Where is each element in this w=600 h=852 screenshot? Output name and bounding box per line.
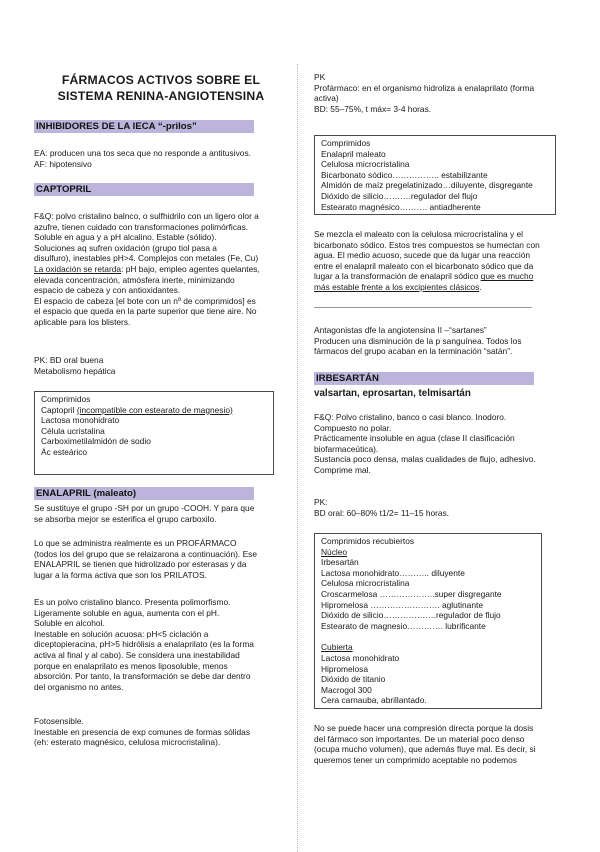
column-divider <box>297 64 298 852</box>
box-item: Cera carnauba, abrillantado. <box>321 695 427 706</box>
enalapril-prodrug <box>34 538 286 580</box>
box-item: Almidón de maíz pregelatinizado…diluyente, disgregante <box>321 180 533 191</box>
captopril-line: Soluciones aq sufren oxidación (grupo tiol pasa a <box>34 242 217 253</box>
box-item: Dióxido de silicio……………….regulador de flujo <box>321 610 501 621</box>
box-title: Comprimidos <box>321 138 371 148</box>
final-line: queremos tener un comprimido aceptable no podemos <box>314 754 517 765</box>
section-header-enalapril: ENALAPRIL (maleato) <box>34 487 254 500</box>
pk-line: Metabolismo hepática <box>34 365 116 376</box>
enalapril-tablet-box <box>314 135 556 215</box>
enalapril-line: (eh: esterato magnésico, celulosa microcristalina). <box>34 737 221 748</box>
captopril-line: el espacio que queda en la parte superior que tiene aire. No <box>34 306 257 317</box>
irbesartan-pk <box>314 497 564 518</box>
irbesartan-properties <box>314 412 564 476</box>
pk-line: BD: 55–75%, t máx= 3-4 horas. <box>314 103 432 114</box>
pk-line: PK: BD oral buena <box>34 355 104 365</box>
fq-line: F&Q: Polvo cristalino, banco o casi blanco. Inodoro. <box>314 412 507 422</box>
enalapril-line: ENALAPRIL se tienen que hidrolizado por esterasas y da <box>34 559 247 570</box>
final-line: No se puede hacer una compresión directa porque la dosis <box>314 723 534 733</box>
box-item <box>41 405 267 416</box>
enalapril-line: Se sustituye el grupo -SH por un grupo -COOH. Y para que <box>34 503 255 513</box>
enalapril-intro <box>34 503 286 524</box>
enalapril-line: lugar a la forma activa que son los PRILATOS. <box>34 569 207 580</box>
mix-line: Se mezcla el maleato con la celulosa microcristalina y el <box>314 229 523 239</box>
captopril-line: espacio de cabeza y con antioxidantes. <box>34 285 181 296</box>
box-item: Celulosa microcristalina <box>321 578 410 589</box>
page-title-line-2: SISTEMA RENINA-ANGIOTENSINA <box>57 89 265 103</box>
captopril-line: azufre, tienen cuidado con transformaciones polimórficas. <box>34 221 249 232</box>
box-item: Carboximetilalmidón de sodio <box>41 436 151 447</box>
box-item: Hipromelosa <box>321 663 369 674</box>
section-header-irbesartan: IRBESARTÁN <box>314 372 534 385</box>
fq-line: Comprime mal. <box>314 464 371 475</box>
ieca-text <box>34 148 284 169</box>
captopril-pk <box>34 355 284 376</box>
enalapril-line: Es un polvo cristalino blanco. Presenta polimorfismo. <box>34 597 231 607</box>
mix-line: bicarbonato sódico. Estos tres compuestos se humectan con <box>314 239 540 250</box>
page-title <box>30 72 292 104</box>
page-title-line-1: FÁRMACOS ACTIVOS SOBRE EL <box>61 73 261 87</box>
pk-line: PK <box>314 72 326 82</box>
box-item: Dióxido de titanio <box>321 674 386 685</box>
enalapril-properties <box>34 597 286 692</box>
enalapril-line: Soluble en alcohol. <box>34 618 105 629</box>
enalapril-line: se absorba mejor se esterifica el grupo carboxilo. <box>34 513 217 524</box>
irbesartan-tablet-box <box>314 533 542 709</box>
ieca-line: AF: hipotensivo <box>34 158 92 169</box>
captopril-line: F&Q: polvo cristalino balnco, o sulfhidrilo con un ligero olor a <box>34 211 259 221</box>
captopril-line: disulfuro), inestables pH>4. Complejos con metales (Fe, Cu) <box>34 253 259 264</box>
sartan-line: Producen una disminución de la p sanguínea. Todos los <box>314 335 522 346</box>
oxidation-rest: : pH bajo, empleo agentes quelantes, <box>121 263 260 274</box>
box-item: Hipromelosa ……………………. aglutinante <box>321 599 483 610</box>
oxidation-line <box>34 264 286 275</box>
captopril-tablet-box <box>34 391 274 475</box>
enalapril-line: Inestable en presencia de exp comunes de formas sólidas <box>34 726 251 737</box>
enalapril-line: absorción. Por tanto, la transformación se debe dar dentro <box>34 671 251 682</box>
captopril-item: Captopril <box>41 404 77 415</box>
mix-line <box>314 282 564 293</box>
box-item: Célula ucristalina <box>41 425 105 436</box>
enalapril-line: diceptopieracina, pH>5 hidrólisis a enalaprilato (es la forma <box>34 639 254 650</box>
fq-line: biofarmaceútica). <box>314 443 379 454</box>
mix-underlined: más estable frente a los excipientes clásicos <box>314 281 480 292</box>
enalapril-line: Fotosensible. <box>34 716 84 726</box>
enalapril-line: activa al final y al cabo). Se considera una inestabilidad <box>34 649 240 660</box>
mix-line: agua. El medio acuoso, sucede que da lugar una reacción <box>314 250 531 261</box>
final-line: del fármaco son importantes. De un material poco denso <box>314 733 525 744</box>
enalapril-line: Inestable en solución acuosa: pH<5 ciclación a <box>34 628 209 639</box>
sartan-line: fármacos del grupo acaban en la terminación “satán”. <box>314 346 513 357</box>
section-header-captopril: CAPTOPRIL <box>34 183 254 196</box>
pk-line: activa) <box>314 93 339 104</box>
mix-underlined: que es mucho <box>480 271 534 282</box>
captopril-line: El espacio de cabeza [el bote con un nº de comprimidos] es <box>34 295 256 306</box>
pk-line: BD oral: 60–80% t1/2= 11–15 horas. <box>314 507 450 518</box>
ieca-line: EA: producen una tos seca que no responde a antitusivos. <box>34 148 251 158</box>
captopril-line: aplicable para los blisters. <box>34 316 131 327</box>
box-item: Macrogol 300 <box>321 684 372 695</box>
box-title: Comprimidos <box>41 394 91 404</box>
box-item: Ác esteárico <box>41 446 88 457</box>
mix-text: lugar a la transformación de enalapril sódico <box>314 271 481 282</box>
box-item: Lactosa monohidrato <box>321 652 400 663</box>
box-item: Celulosa microcristalina <box>321 159 410 170</box>
core-heading: Núcleo <box>321 546 348 557</box>
box-item: Lactosa monohidrato……….. diluyente <box>321 567 465 578</box>
pk-line: Profármaco: en el organismo hidroliza a enalaprilato (forma <box>314 82 535 93</box>
separator-line <box>314 307 532 308</box>
enalapril-line: Ligeramente soluble en agua, aumenta con el pH. <box>34 607 220 618</box>
mix-text: . <box>479 281 482 292</box>
captopril-line: Soluble en agua y a pH alcalino. Estable (sólido). <box>34 232 217 243</box>
oxidation-underlined: La oxidación se retarda <box>34 263 122 274</box>
box-item: Estearato magnésico………. antiadherente <box>321 201 481 212</box>
pk-line: PK: <box>314 497 328 507</box>
sartan-variants: valsartan, eprosartan, telmisartán <box>314 388 471 399</box>
mix-line: entre el enalapril maleato con el bicarbonato sódico que da <box>314 260 534 271</box>
enalapril-photosensitive <box>34 716 286 748</box>
enalapril-pk <box>314 72 546 114</box>
fq-line: Sustancia poco densa, malas cualidades de flujo, adhesivo. <box>314 454 536 465</box>
sartan-line: Antagonistas dfe la angiotensina II –“sartanes” <box>314 325 487 335</box>
box-title: Comprimidos recubiertos <box>321 536 415 546</box>
box-item: Dióxido de silicio……….regulador del flujo <box>321 190 478 201</box>
box-item: Enalapril maleato <box>321 148 386 159</box>
final-line: (ocupa mucho volumen), que además fluye mal. Es decir, si <box>314 744 536 755</box>
box-item: Irbesartán <box>321 557 359 568</box>
spacer <box>321 631 535 642</box>
captopril-text <box>34 211 286 328</box>
box-item: Bicarbonato sódico…………….. estabilizante <box>321 169 488 180</box>
enalapril-line: del organismo no antes. <box>34 681 124 692</box>
box-item: Lactosa monohidrato <box>41 415 120 426</box>
enalapril-line: porque en enalaprilato es menos liposoluble, menos <box>34 660 228 671</box>
section-header-ieca: INHIBIDORES DE LA IECA “-prilos” <box>34 120 254 133</box>
coating-heading: Cubierta <box>321 642 353 653</box>
enalapril-line: Lo que se administra realmente es un PROFÁRMACO <box>34 538 237 548</box>
incompatibility-note: (incompatible con estearato de magnesio) <box>76 404 233 415</box>
box-item: Estearato de magnesio…………. lubrificante <box>321 620 486 631</box>
captopril-line: elevada concentración, atmósfera inerte, minimizando <box>34 274 235 285</box>
mixing-text <box>314 229 564 293</box>
compression-text <box>314 723 564 765</box>
fq-line: Compuesto no polar. <box>314 422 392 433</box>
box-item: Croscarmelosa ………………..super disgregante <box>321 588 502 599</box>
sartan-text <box>314 325 564 357</box>
fq-line: Prácticamente insoluble en agua (clase II clasificación <box>314 433 515 444</box>
enalapril-line: (todos los del grupo que se relaizarona a continuación). Ese <box>34 548 258 559</box>
mix-line <box>314 271 564 282</box>
